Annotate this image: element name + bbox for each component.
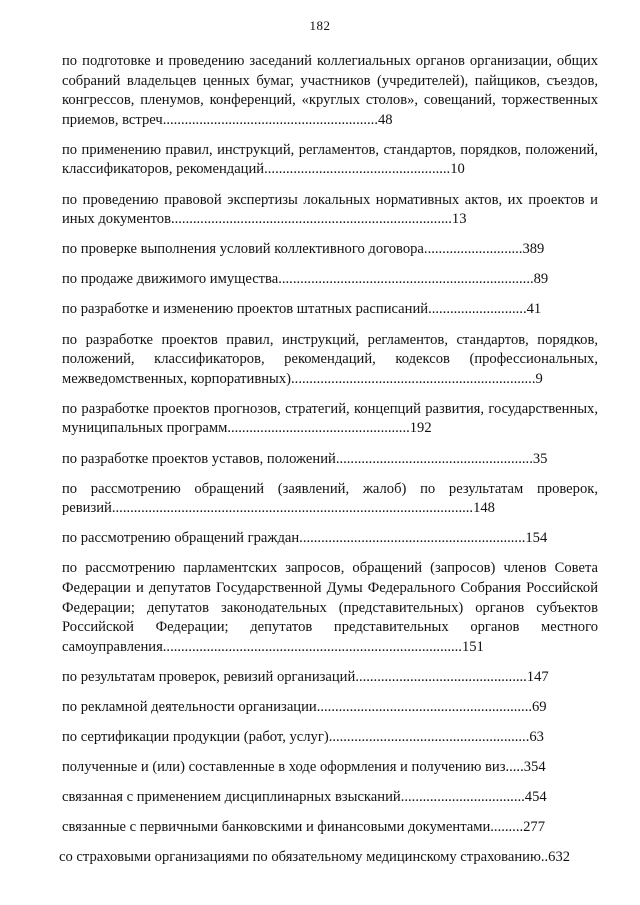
dot-leader: ............................................................................. (170, 211, 452, 228)
dot-leader: .. (540, 849, 549, 866)
entry-page-number: 154 (525, 530, 548, 547)
entry-text: по рассмотрению обращений (заявлений, жалоб) по результатам проверок, ревизий (62, 480, 598, 517)
entry-page-number: 148 (473, 500, 495, 517)
entry-text: полученные и (или) составленные в ходе оформления и получению виз (62, 759, 506, 776)
dot-leader: .................................. (400, 789, 525, 806)
entry-text: по рекламной деятельности организации (62, 698, 317, 715)
entry-page-number: 632 (548, 849, 571, 866)
dot-leader: ........................................................... (162, 111, 378, 128)
entry-text: по подготовке и проведению заседаний коллегиальных органов организации, общих собраний владельцев ценных бумаг, участников (учредителей), пайщиков, съездов, конгрессов, пленумов, конференций, «круглых столов», совещаний, торжественных приемов, встреч (62, 53, 598, 128)
index-entry (62, 668, 598, 688)
index-entry (62, 270, 598, 290)
index-entry (62, 818, 598, 838)
dot-leader: .................................................. (227, 420, 410, 437)
entry-page-number: 147 (526, 668, 549, 685)
entry-page-number: 41 (526, 301, 542, 318)
entry-page-number: 9 (535, 370, 543, 387)
entry-page-number: 192 (409, 420, 432, 437)
entry-page-number: 454 (524, 789, 547, 806)
index-entries (59, 52, 598, 879)
page-number: 182 (309, 18, 331, 33)
dot-leader: ......... (490, 819, 524, 836)
entry-page-number: 89 (533, 271, 549, 288)
entry-page-number: 13 (451, 211, 467, 228)
dot-leader: ........................................................... (316, 698, 532, 715)
index-entry (62, 141, 598, 180)
entry-page-number: 151 (461, 638, 484, 655)
entry-text: по продаже движимого имущества (62, 271, 279, 288)
entry-text: связанная с применением дисциплинарных взысканий (62, 789, 401, 806)
index-entry (62, 529, 598, 549)
index-entry (62, 331, 598, 390)
entry-text: по разработке и изменению проектов штатных расписаний (62, 301, 429, 318)
entry-text: по рассмотрению обращений граждан (62, 530, 300, 547)
index-entry (62, 788, 598, 808)
index-entry (62, 52, 598, 130)
entry-page-number: 354 (523, 759, 546, 776)
dot-leader: ..... (505, 759, 524, 776)
dot-leader: ........................... (428, 301, 527, 318)
index-entry (62, 698, 598, 718)
entry-page-number: 35 (532, 450, 548, 467)
entry-text: по проведению правовой экспертизы локальных нормативных актов, их проектов и иных документов (62, 191, 598, 228)
index-entry (59, 848, 599, 868)
dot-leader: ...................................................... (335, 450, 533, 467)
index-entry (62, 400, 598, 439)
entry-page-number: 69 (532, 698, 547, 715)
entry-text: по результатам проверок, ревизий организаций (62, 668, 356, 685)
entry-text: по сертификации продукции (работ, услуг) (62, 729, 329, 746)
index-entry (62, 450, 598, 470)
entry-text: по разработке проектов правил, инструкций, регламентов, стандартов, порядков, положений, классификаторов, рекомендаций, кодексов (профессиональных, межведомственных, корпоративных) (62, 331, 598, 387)
dot-leader: .............................................................. (299, 530, 526, 547)
entry-text: по разработке проектов уставов, положений (62, 450, 336, 467)
dot-leader: ........................... (423, 241, 523, 258)
index-entry (62, 191, 598, 230)
index-entry (62, 480, 598, 519)
dot-leader: ....................................................... (328, 729, 530, 746)
dot-leader: ............................................... (355, 668, 527, 685)
index-entry (62, 240, 598, 260)
entry-text: связанные с первичными банковскими и финансовыми документами (62, 819, 491, 836)
entry-text: по применению правил, инструкций, регламентов, стандартов, порядков, положений, классификаторов, рекомендаций (62, 141, 598, 178)
dot-leader: .................................................................................. (162, 638, 462, 655)
index-entry (62, 758, 598, 778)
entry-text: по рассмотрению парламентских запросов, обращений (запросов) членов Совета Федерации и депутатов Государственной Думы Федерального Собрания Российской Федерации; депутатов законодательных (представительных) органов субъектов Российской Федерации; депутатов представительных органов местного самоуправления (62, 560, 598, 655)
entry-text: по проверке выполнения условий коллективного договора (62, 241, 424, 258)
entry-page-number: 48 (377, 111, 393, 128)
index-entry (62, 728, 598, 748)
dot-leader: ................................................... (264, 161, 451, 178)
entry-page-number: 10 (450, 161, 465, 178)
dot-leader: ................................................................... (291, 370, 536, 387)
entry-page-number: 63 (529, 729, 544, 746)
dot-leader: ...................................................................... (278, 271, 534, 288)
index-entry (62, 300, 598, 320)
index-entry (62, 559, 598, 657)
entry-text: по разработке проектов прогнозов, стратегий, концепций развития, государственных, муниципальных программ (62, 400, 598, 437)
entry-page-number: 277 (523, 819, 546, 836)
entry-page-number: 389 (522, 241, 545, 258)
entry-text: со страховыми организациями по обязательному медицинскому страхованию (59, 849, 541, 866)
dot-leader: ................................................................................................... (111, 500, 474, 517)
